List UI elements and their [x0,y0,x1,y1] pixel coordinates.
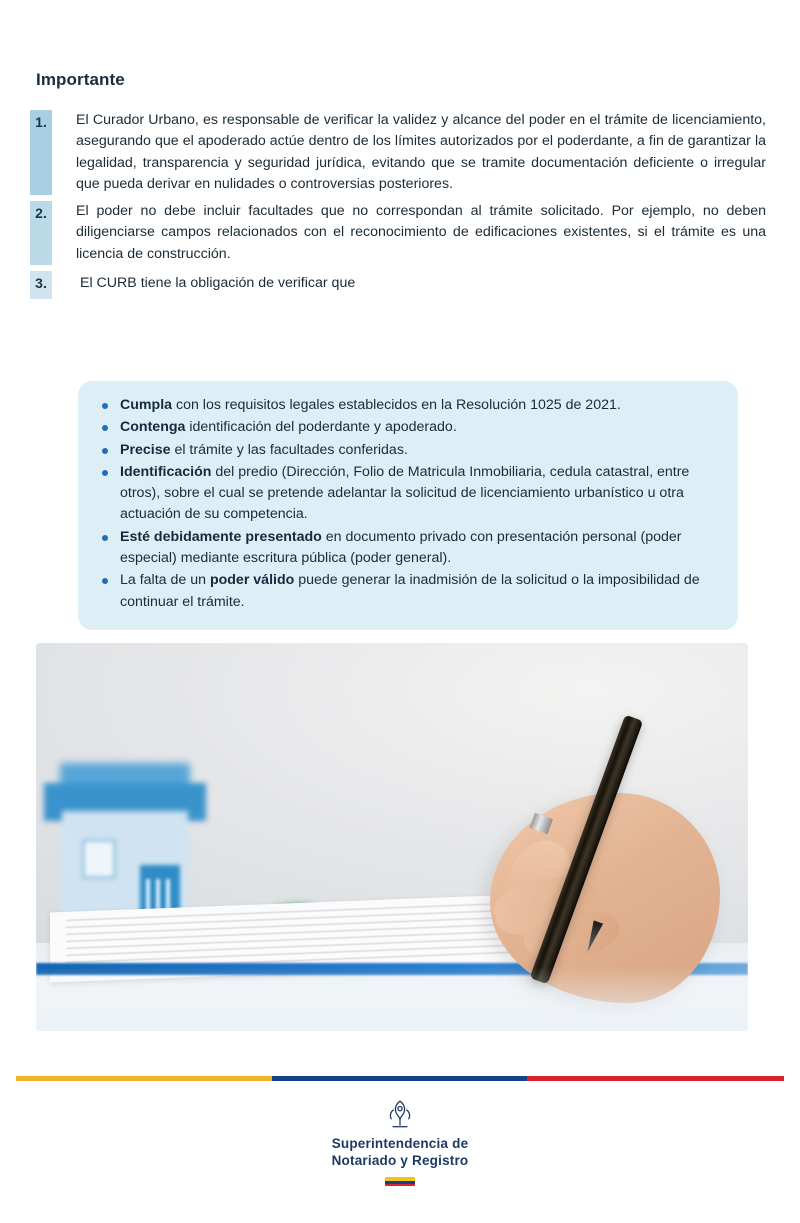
coat-of-arms-icon [383,1098,417,1132]
list-item [30,271,770,299]
bullet-pre-text: La falta de un [120,572,210,589]
signing-document-photo [36,643,748,1031]
requirements-list [98,395,718,613]
numbered-list [30,110,770,305]
bullet-rest-text: con los requisitos legales establecidos en la Resolución 1025 de 2021. [172,397,621,413]
list-item [98,417,718,438]
bullet-rest-text: puede generar la inadmisión de la solicitud o la imposibilidad de continuar el trámite. [120,572,700,610]
list-item [98,462,718,526]
bullet-bold-text: Esté debidamente presentado [120,528,322,545]
list-item-text: El CURB tiene la obligación de verificar que [80,275,356,292]
flag-stripe-blue [272,1076,528,1081]
list-item [98,395,718,416]
table-reflection [36,967,748,1031]
flag-stripe-red [527,1076,784,1081]
footer [0,1098,800,1186]
bullet-bold-text: Contenga [120,419,186,436]
list-item [30,110,770,195]
bullet-rest-text: del predio (Dirección, Folio de Matricula Inmobiliaria, cedula catastral, entre otros), sobre el cual se pretende adelantar la solicitud de licenciamiento urbanístico u otra actuación de su competencia. [120,463,690,523]
bullet-bold-text: Identificación [120,463,212,480]
list-item [98,570,718,613]
list-item-text: El poder no debe incluir facultades que no correspondan al trámite solicitado. Por ejemplo, no deben diligenciarse campos relacionados con el reconocimiento de edificaciones existentes, si el trámite es una licencia de construcción. [76,203,766,262]
flag-stripe-yellow [16,1076,272,1081]
mini-flag-red [385,1184,415,1186]
brand-line-2: Notariado y Registro [331,1152,469,1168]
list-item-text: El Curador Urbano, es responsable de verificar la validez y alcance del poder en el trámite de licenciamiento, asegurando que el apoderado actúe dentro de los límites autorizados por el poderdante, a fin de garantizar la legalidad, transparencia y seguridad jurídica, evitando que se tramite documentación deficiente o irregular que pueda derivar en nulidades o controversias posteriores. [76,112,766,192]
requirements-callout [78,381,738,630]
page-title: Importante [36,70,125,89]
mini-flag-icon [385,1177,415,1186]
list-item-number: 3. [30,271,52,299]
list-item [98,440,718,461]
brand-name [0,1136,800,1170]
bullet-rest-text: en documento privado con presentación personal (poder especial) mediante escritura pública (poder general). [120,528,682,567]
toy-house-window [82,839,116,879]
list-item [30,201,770,265]
bullet-bold-text: Cumpla [120,397,173,413]
bullet-rest-text: identificación del poderdante y apoderado. [185,419,457,436]
bullet-bold-text: Precise [120,441,171,458]
bullet-rest-text: el trámite y las facultades conferidas. [170,441,408,458]
list-item-number: 1. [30,110,52,195]
brand-line-1: Superintendencia de [331,1136,469,1151]
list-item-number: 2. [30,201,52,265]
colombia-flag-bar [16,1076,784,1081]
list-item [98,527,718,570]
bullet-bold-text: poder válido [209,572,295,589]
